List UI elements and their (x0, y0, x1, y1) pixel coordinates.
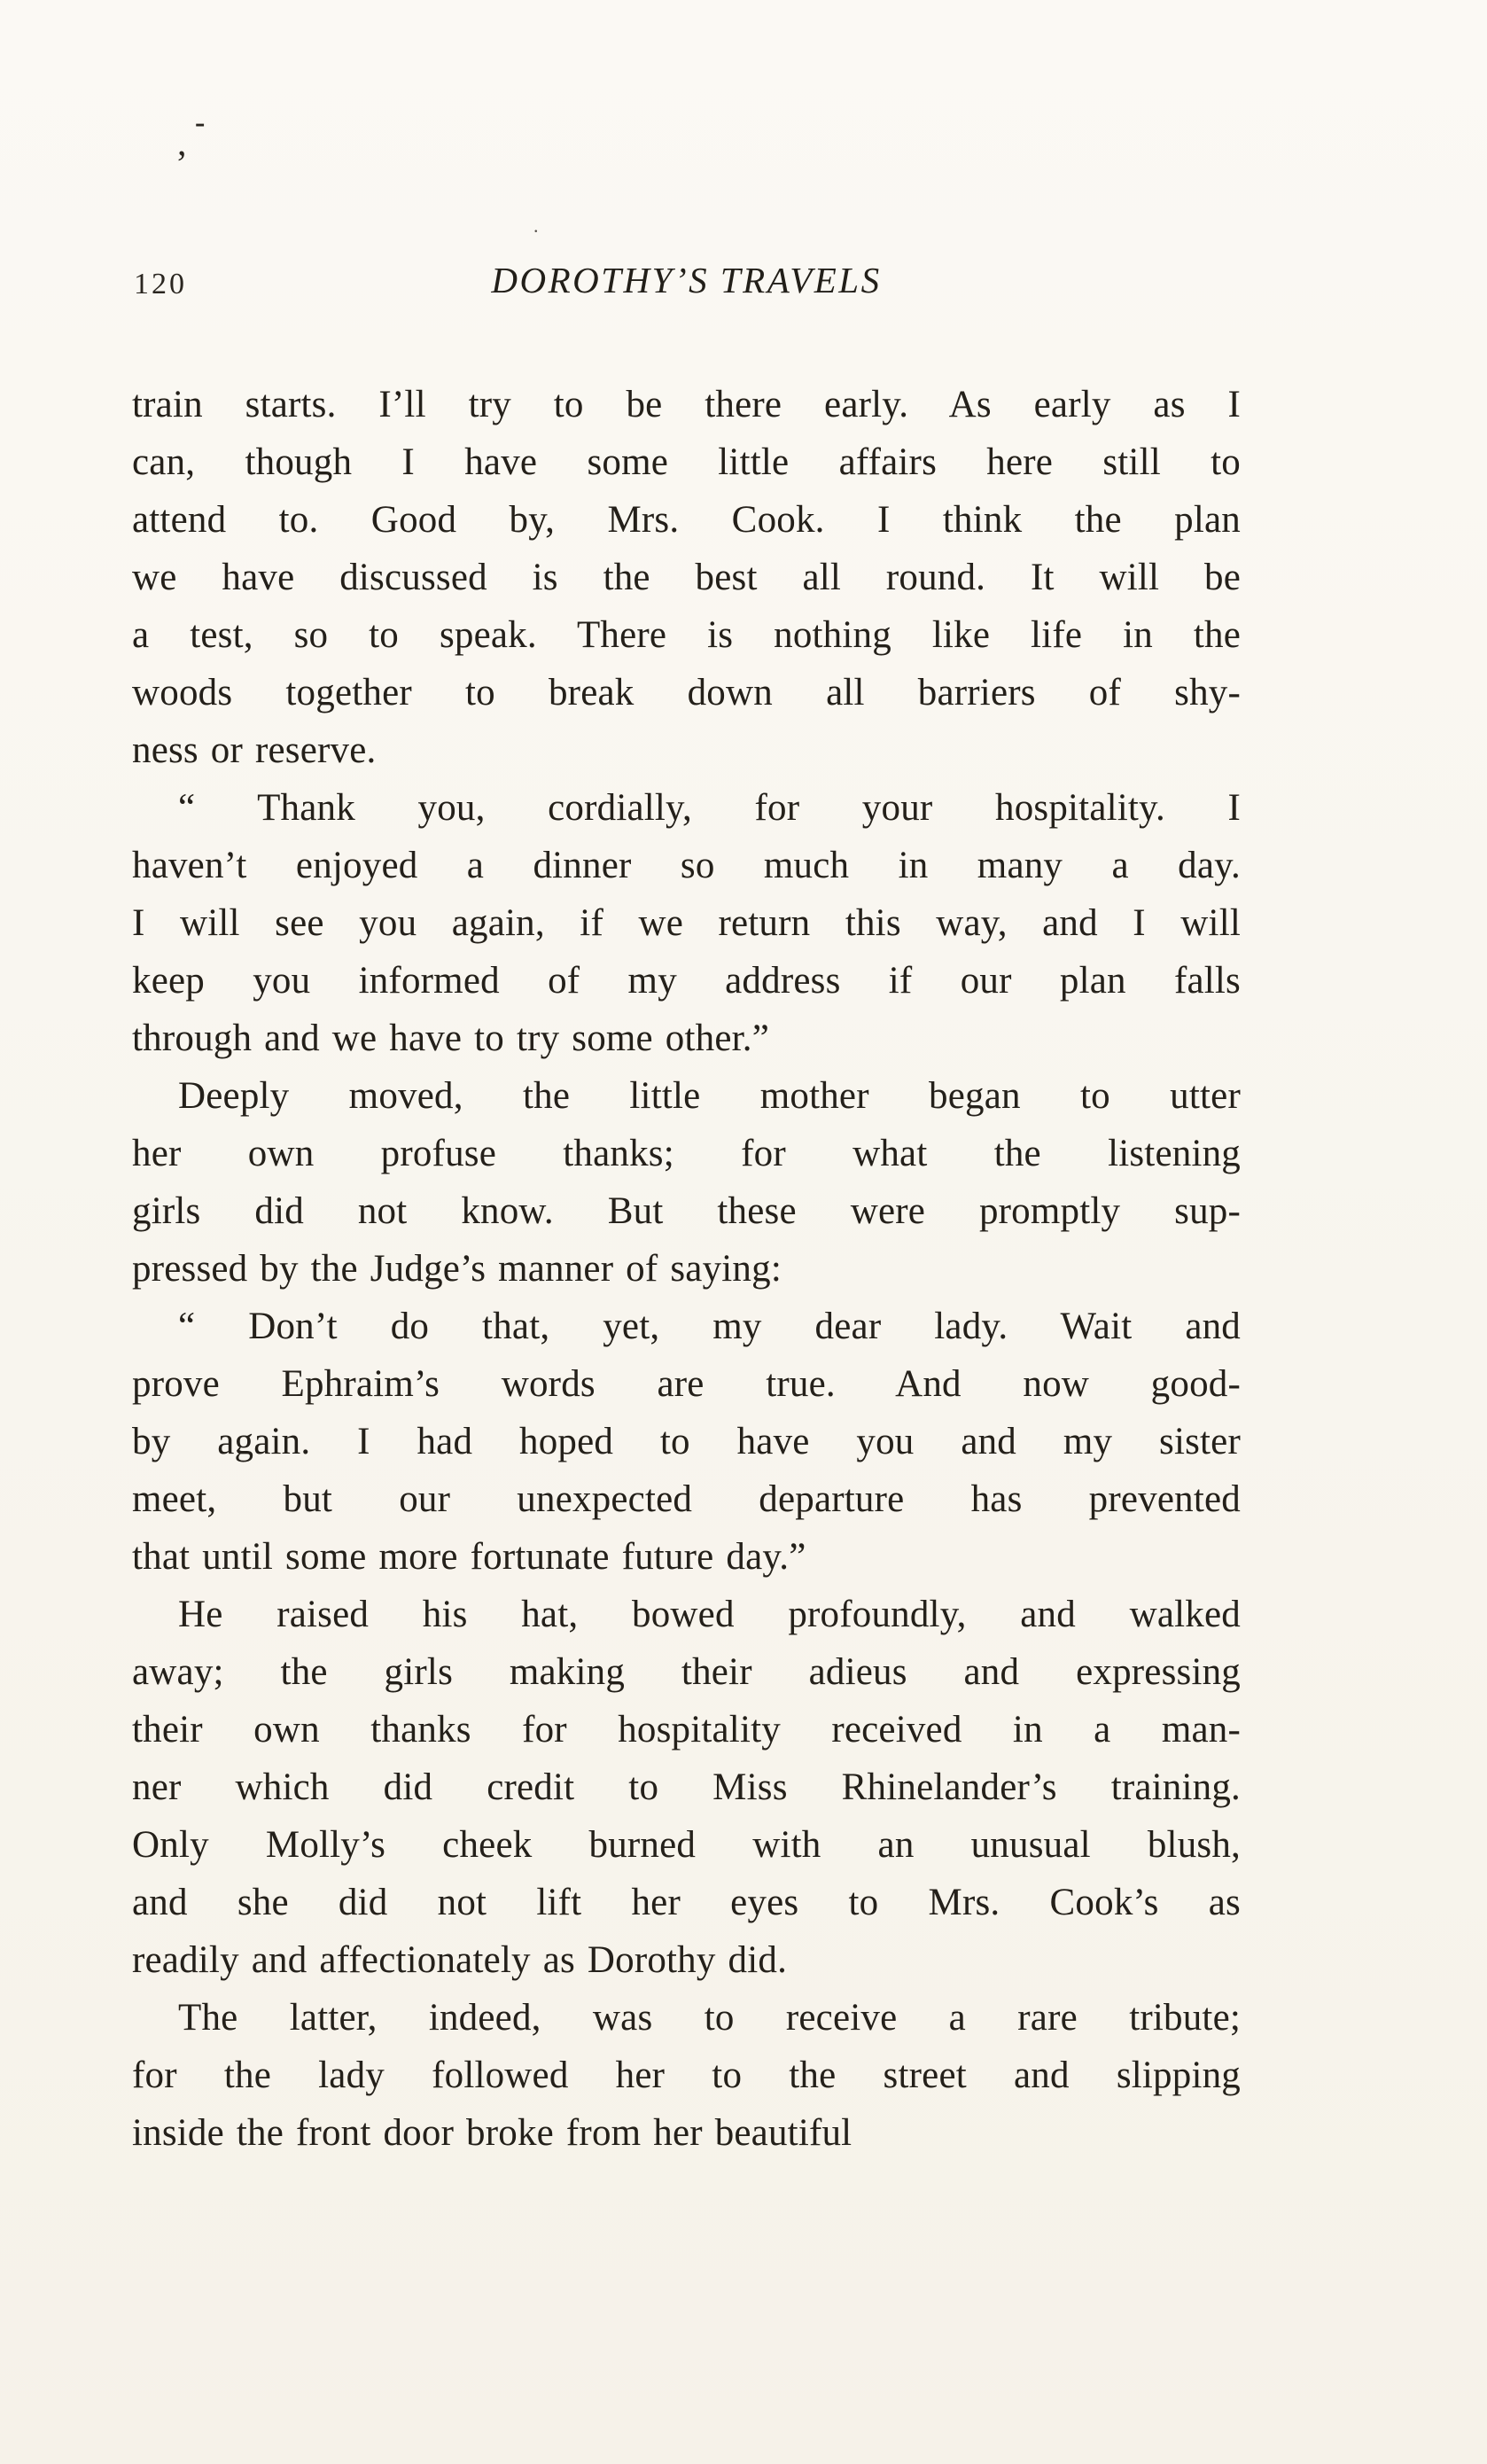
scan-artifact-comma: , (177, 123, 187, 164)
text-line: attend to. Good by, Mrs. Cook. I think the plan (132, 499, 1241, 541)
text-line: that until some more fortunate future day.” (132, 1536, 806, 1578)
paragraph (132, 376, 1241, 779)
text-line: we have discussed is the best all round. It will be (132, 557, 1241, 598)
text-line: pressed by the Judge’s manner of saying: (132, 1248, 782, 1290)
scan-artifact-dot: . (533, 214, 539, 237)
text-block (132, 376, 1241, 2162)
text-line: through and we have to try some other.” (132, 1018, 770, 1059)
paragraph (132, 779, 1241, 1067)
running-title: DOROTHY’S TRAVELS (491, 260, 882, 300)
text-line: Deeply moved, the little mother began to utter (178, 1075, 1241, 1117)
text-line: haven’t enjoyed a dinner so much in many a day. (132, 845, 1241, 886)
paragraph (132, 1989, 1241, 2162)
paragraph (132, 1298, 1241, 1586)
text-line: ner which did credit to Miss Rhinelander’s training. (132, 1766, 1241, 1808)
text-line: I will see you again, if we return this way, and I will (132, 902, 1241, 944)
page-header (132, 259, 1241, 312)
text-line: The latter, indeed, was to receive a rare tribute; (178, 1997, 1241, 2039)
text-line: He raised his hat, bowed profoundly, and walked (178, 1594, 1241, 1635)
text-line: readily and affectionately as Dorothy did. (132, 1939, 788, 1981)
text-line: by again. I had hoped to have you and my sister (132, 1421, 1241, 1462)
text-line: ness or reserve. (132, 729, 377, 771)
text-line: Only Molly’s cheek burned with an unusual blush, (132, 1824, 1241, 1866)
text-line: their own thanks for hospitality received in a man- (132, 1709, 1241, 1751)
text-line: inside the front door broke from her beautiful (132, 2112, 852, 2154)
page-number: 120 (134, 268, 187, 300)
text-line: “ Thank you, cordially, for your hospitality. I (178, 787, 1241, 829)
text-line: and she did not lift her eyes to Mrs. Cook’s as (132, 1882, 1241, 1923)
text-line: “ Don’t do that, yet, my dear lady. Wait and (178, 1306, 1241, 1347)
text-line: for the lady followed her to the street and slipping (132, 2055, 1241, 2096)
text-line: woods together to break down all barriers of shy- (132, 672, 1241, 713)
paragraph (132, 1067, 1241, 1298)
text-line: girls did not know. But these were promptly sup- (132, 1190, 1241, 1232)
scan-artifact-dash: - (195, 106, 206, 139)
text-line: can, though I have some little affairs here still to (132, 441, 1241, 483)
text-line: train starts. I’ll try to be there early. As early as I (132, 384, 1241, 425)
text-line: keep you informed of my address if our plan falls (132, 960, 1241, 1002)
text-line: away; the girls making their adieus and expressing (132, 1651, 1241, 1693)
text-line: prove Ephraim’s words are true. And now good- (132, 1363, 1241, 1405)
text-line: meet, but our unexpected departure has prevented (132, 1478, 1241, 1520)
paragraph (132, 1586, 1241, 1989)
text-line: her own profuse thanks; for what the listening (132, 1133, 1241, 1174)
text-line: a test, so to speak. There is nothing like life in the (132, 614, 1241, 656)
